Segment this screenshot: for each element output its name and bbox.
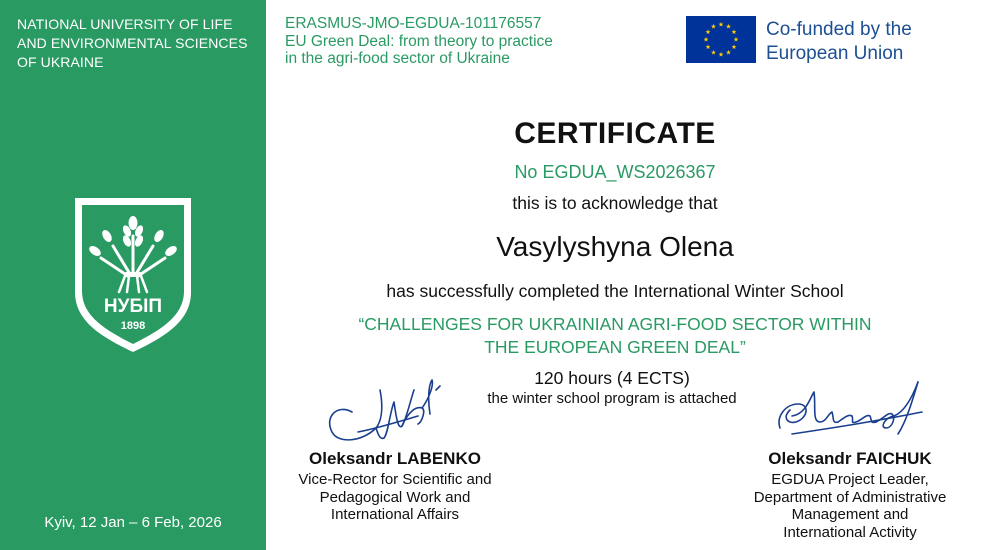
project-title-line-1: EU Green Deal: from theory to practice [285,32,553,50]
signer-labenko [265,449,525,524]
university-side-panel [0,0,266,550]
project-title-line-2: in the agri-food sector of Ukraine [285,50,510,67]
signer-name: Oleksandr LABENKO [309,449,481,468]
logo-wordmark: НУБІП [103,296,163,317]
completion-text: has successfully completed the International Winter School [386,281,844,301]
signature-faichuk [772,378,932,446]
eu-cofunding-text: Co-funded by the European Union [766,19,912,64]
recipient-name: Vasylyshyna Olena [496,231,734,262]
place-and-date: Kyiv, 12 Jan – 6 Feb, 2026 [44,514,222,531]
signer-name: Oleksandr FAICHUK [768,449,932,468]
university-name: NATIONAL UNIVERSITY OF LIFE AND ENVIRONMENTAL SCIENCES OF UKRAINE [17,16,248,70]
signer-role: EGDUA Project Leader, Department of Administrative Management and International Activity [753,471,947,541]
program-note: the winter school program is attached [487,390,737,407]
certificate-number: No EGDUA_WS2026367 [514,162,716,182]
certificate-title: CERTIFICATE [514,117,716,150]
course-hours: 120 hours (4 ECTS) [534,368,690,388]
signer-faichuk [730,449,970,541]
signature-labenko [318,372,448,452]
university-shield-logo [73,196,193,354]
signer-role: Vice-Rector for Scientific and Pedagogical Work and International Affairs [298,471,492,523]
course-title: “CHALLENGES FOR UKRAINIAN AGRI-FOOD SECTOR WITHIN THE EUROPEAN GREEN DEAL” [358,314,872,357]
logo-year: 1898 [120,320,146,332]
eu-flag-icon [686,16,756,63]
grant-id: ERASMUS-JMO-EGDUA-101176557 [285,15,542,32]
acknowledge-text: this is to acknowledge that [512,193,718,213]
grant-reference [285,15,553,68]
